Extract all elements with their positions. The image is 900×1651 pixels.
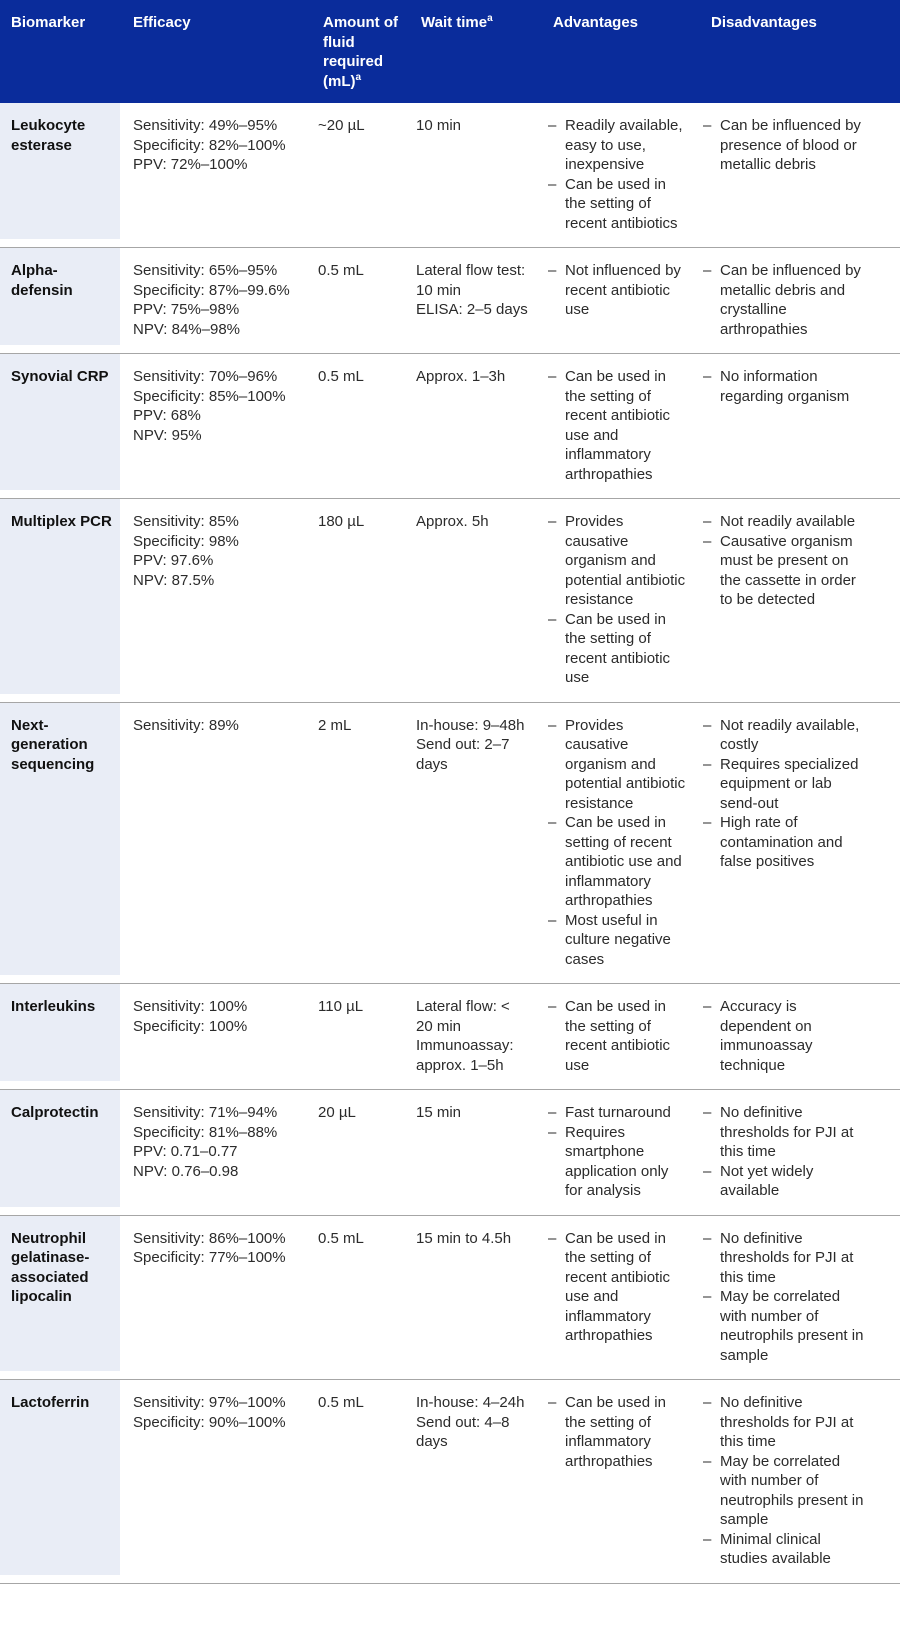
disadvantage-item-list <box>703 1393 865 1569</box>
biomarker-name: Multiplex PCR <box>0 499 120 694</box>
advantages-cell <box>540 1216 698 1380</box>
biomarker-cell <box>0 1216 120 1380</box>
advantages-cell <box>540 103 698 247</box>
advantages-cell <box>540 984 698 1089</box>
wait-time-line: Lateral flow test: 10 min <box>416 262 526 299</box>
column-header-label: Disadvantages <box>711 14 817 31</box>
fluid-amount-cell: 0.5 mL <box>318 262 364 279</box>
column-header-label: Efficacy <box>133 14 191 31</box>
efficacy-line: Specificity: 82%–100% <box>133 136 286 154</box>
wait-time-line: In-house: 4–24h <box>416 1394 525 1411</box>
advantage-item: – Can be used in the setting of recent antibiotic use and inflammatory arthropathies <box>548 367 688 484</box>
disadvantage-item: – Causative organism must be present on the cassette in order to be detected <box>703 532 865 610</box>
advantages-cell <box>540 1090 698 1215</box>
advantage-item: – Requires smartphone application only for analysis <box>548 1123 688 1201</box>
advantage-item: – Not influenced by recent antibiotic use <box>548 261 688 320</box>
wait-time-line: Send out: 4–8 days <box>416 1413 510 1450</box>
efficacy-line: PPV: 68% <box>133 407 201 424</box>
efficacy-line: NPV: 84%–98% <box>133 320 241 338</box>
fluid-amount-cell: 110 µL <box>318 998 364 1015</box>
disadvantage-item: – Accuracy is dependent on immunoassay technique <box>703 997 865 1075</box>
advantage-item: – Provides causative organism and potential antibiotic resistance <box>548 512 688 610</box>
fluid-amount-cell: 2 mL <box>318 716 352 734</box>
advantage-item: – Can be used in the setting of recent antibiotic use and inflammatory arthropathies <box>548 1229 688 1346</box>
advantages-cell <box>540 248 698 353</box>
disadvantage-item: – Minimal clinical studies available <box>703 1530 865 1569</box>
biomarker-cell <box>0 354 120 498</box>
biomarker-name: Lactoferrin <box>0 1380 120 1575</box>
biomarker-name: Next-generation sequencing <box>0 703 120 976</box>
disadvantage-item: – Can be influenced by presence of blood or metallic debris <box>703 116 865 175</box>
column-header-label: Advantages <box>553 14 639 31</box>
advantage-item-list <box>548 116 688 233</box>
efficacy-cell <box>120 499 310 702</box>
wait-time-line: ELISA: 2–5 days <box>416 301 528 318</box>
biomarker-name: Calprotectin <box>0 1090 120 1207</box>
advantage-item-list <box>548 512 688 688</box>
biomarker-name: Leukocyte esterase <box>0 103 120 239</box>
advantages-cell <box>540 703 698 984</box>
disadvantages-cell <box>698 1216 900 1380</box>
efficacy-line: PPV: 97.6% <box>133 552 214 569</box>
biomarker-cell <box>0 1090 120 1215</box>
column-header-6 <box>698 0 900 103</box>
efficacy-line: Sensitivity: 100% <box>133 998 248 1015</box>
wait-time-line: Approx. 5h <box>416 513 489 530</box>
advantages-cell <box>540 354 698 498</box>
advantage-item: – Can be used in the setting of recent antibiotic use <box>548 610 688 688</box>
disadvantages-cell <box>698 354 900 498</box>
advantage-item-list <box>548 997 688 1075</box>
biomarker-cell <box>0 984 120 1089</box>
fluid-amount-cell: 20 µL <box>318 1104 356 1121</box>
advantages-cell <box>540 1380 698 1583</box>
efficacy-line: NPV: 95% <box>133 426 202 444</box>
disadvantage-item-list <box>703 1103 865 1201</box>
advantage-item-list <box>548 1103 688 1201</box>
disadvantage-item: – Can be influenced by metallic debris and crystalline arthropathies <box>703 261 865 339</box>
advantage-item: – Can be used in the setting of recent antibiotic use <box>548 997 688 1075</box>
table-row <box>0 353 900 498</box>
disadvantage-item: – No definitive thresholds for PJI at this time <box>703 1393 865 1452</box>
advantage-item-list <box>548 367 688 484</box>
efficacy-cell <box>120 1216 310 1380</box>
advantage-item: – Readily available, easy to use, inexpensive <box>548 116 688 175</box>
wait-time-cell <box>408 984 540 1089</box>
table-row <box>0 1379 900 1583</box>
efficacy-cell <box>120 354 310 498</box>
table-row <box>0 983 900 1089</box>
efficacy-line: Sensitivity: 86%–100% <box>133 1229 286 1247</box>
table-header <box>0 0 900 103</box>
table-body <box>0 103 900 1584</box>
advantage-item-list <box>548 1229 688 1346</box>
disadvantage-item-list <box>703 116 865 175</box>
disadvantages-cell <box>698 248 900 353</box>
advantage-item: – Most useful in culture negative cases <box>548 911 688 970</box>
disadvantage-item-list <box>703 367 865 406</box>
wait-time-cell <box>408 248 540 353</box>
biomarker-cell <box>0 248 120 353</box>
disadvantages-cell <box>698 1090 900 1215</box>
footnote-marker: a <box>355 71 362 83</box>
column-header-1 <box>0 0 120 103</box>
biomarker-name: Interleukins <box>0 984 120 1081</box>
advantage-item-list <box>548 716 688 970</box>
column-header-label: Wait time <box>421 14 488 31</box>
biomarker-cell <box>0 499 120 702</box>
disadvantages-cell <box>698 103 900 247</box>
fluid-amount-cell: 0.5 mL <box>318 368 364 385</box>
efficacy-line: Specificity: 90%–100% <box>133 1413 286 1431</box>
wait-time-line: Approx. 1–3h <box>416 368 506 385</box>
biomarker-name: Synovial CRP <box>0 354 120 490</box>
disadvantages-cell <box>698 1380 900 1583</box>
efficacy-line: PPV: 0.71–0.77 <box>133 1143 238 1160</box>
disadvantage-item: – Requires specialized equipment or lab send-out <box>703 755 865 814</box>
advantage-item: – Provides causative organism and potential antibiotic resistance <box>548 716 688 814</box>
efficacy-line: PPV: 72%–100% <box>133 156 248 173</box>
disadvantage-item: – Not yet widely available <box>703 1162 865 1201</box>
disadvantage-item: – No definitive thresholds for PJI at this time <box>703 1103 865 1162</box>
wait-time-cell <box>408 354 540 498</box>
efficacy-cell <box>120 1380 310 1583</box>
disadvantage-item-list <box>703 997 865 1075</box>
disadvantage-item-list <box>703 716 865 872</box>
disadvantages-cell <box>698 499 900 702</box>
wait-time-line: Send out: 2–7 days <box>416 736 510 773</box>
wait-time-line: Lateral flow: < 20 min <box>416 998 510 1035</box>
efficacy-line: Specificity: 87%–99.6% <box>133 281 290 299</box>
disadvantage-item: – Not readily available, costly <box>703 716 865 755</box>
table-row <box>0 702 900 984</box>
advantage-item: – Fast turnaround <box>548 1103 688 1123</box>
column-header-4 <box>408 0 540 103</box>
efficacy-line: Sensitivity: 49%–95% <box>133 117 278 134</box>
wait-time-line: 15 min to 4.5h <box>416 1229 512 1247</box>
fluid-amount-cell: 0.5 mL <box>318 1229 364 1247</box>
disadvantage-item-list <box>703 512 865 610</box>
footnote-marker: a <box>487 13 493 24</box>
biomarker-cell <box>0 703 120 984</box>
biomarker-name: Neutrophil gelatinase-associated lipocalin <box>0 1216 120 1372</box>
advantage-item: – Can be used in the setting of recent antibiotics <box>548 175 688 234</box>
advantage-item-list <box>548 261 688 320</box>
efficacy-cell <box>120 248 310 353</box>
efficacy-line: PPV: 75%–98% <box>133 301 240 318</box>
biomarker-name: Alpha-defensin <box>0 248 120 345</box>
efficacy-cell <box>120 103 310 247</box>
efficacy-line: NPV: 0.76–0.98 <box>133 1162 239 1180</box>
efficacy-line: Sensitivity: 89% <box>133 716 239 734</box>
disadvantage-item: – May be correlated with number of neutrophils present in sample <box>703 1452 865 1530</box>
efficacy-cell <box>120 703 310 984</box>
wait-time-cell <box>408 1090 540 1215</box>
wait-time-line: 15 min <box>416 1104 462 1121</box>
wait-time-cell <box>408 103 540 247</box>
table-row <box>0 103 900 247</box>
efficacy-line: Sensitivity: 71%–94% <box>133 1104 278 1121</box>
efficacy-line: Specificity: 100% <box>133 1017 248 1035</box>
advantage-item: – Can be used in setting of recent antibiotic use and inflammatory arthropathies <box>548 813 688 911</box>
advantages-cell <box>540 499 698 702</box>
table-row <box>0 1089 900 1215</box>
efficacy-line: Sensitivity: 85% <box>133 513 239 530</box>
wait-time-line: Immunoassay: approx. 1–5h <box>416 1037 514 1074</box>
wait-time-cell <box>408 499 540 702</box>
wait-time-cell <box>408 1216 540 1380</box>
disadvantage-item-list <box>703 261 865 339</box>
disadvantage-item: – May be correlated with number of neutrophils present in sample <box>703 1287 865 1365</box>
wait-time-line: In-house: 9–48h <box>416 716 525 734</box>
efficacy-line: Specificity: 85%–100% <box>133 387 286 405</box>
disadvantage-item: – High rate of contamination and false positives <box>703 813 865 872</box>
efficacy-line: Sensitivity: 97%–100% <box>133 1394 286 1411</box>
fluid-amount-cell: 180 µL <box>318 513 365 530</box>
disadvantage-item: – No definitive thresholds for PJI at this time <box>703 1229 865 1288</box>
efficacy-line: NPV: 87.5% <box>133 571 215 589</box>
column-header-label: Amount of fluid required (mL) <box>323 14 398 90</box>
efficacy-line: Specificity: 98% <box>133 532 239 550</box>
wait-time-line: 10 min <box>416 117 462 134</box>
column-header-label: Biomarker <box>11 14 86 31</box>
efficacy-cell <box>120 984 310 1089</box>
wait-time-cell <box>408 1380 540 1583</box>
disadvantages-cell <box>698 984 900 1089</box>
efficacy-line: Sensitivity: 70%–96% <box>133 368 278 385</box>
biomarker-cell <box>0 103 120 247</box>
fluid-amount-cell: ~20 µL <box>318 117 365 134</box>
fluid-amount-cell: 0.5 mL <box>318 1394 364 1411</box>
advantage-item-list <box>548 1393 688 1471</box>
column-header-3 <box>310 0 408 103</box>
advantage-item: – Can be used in the setting of inflammatory arthropathies <box>548 1393 688 1471</box>
column-header-2 <box>120 0 310 103</box>
efficacy-cell <box>120 1090 310 1215</box>
table-row <box>0 247 900 353</box>
disadvantage-item-list <box>703 1229 865 1366</box>
wait-time-cell <box>408 703 540 984</box>
disadvantages-cell <box>698 703 900 984</box>
disadvantage-item: – Not readily available <box>703 512 865 532</box>
biomarker-cell <box>0 1380 120 1583</box>
efficacy-line: Specificity: 77%–100% <box>133 1249 286 1266</box>
table-row <box>0 1215 900 1380</box>
efficacy-line: Specificity: 81%–88% <box>133 1123 278 1141</box>
disadvantage-item: – No information regarding organism <box>703 367 865 406</box>
column-header-5 <box>540 0 698 103</box>
table-row <box>0 498 900 702</box>
efficacy-line: Sensitivity: 65%–95% <box>133 262 278 279</box>
